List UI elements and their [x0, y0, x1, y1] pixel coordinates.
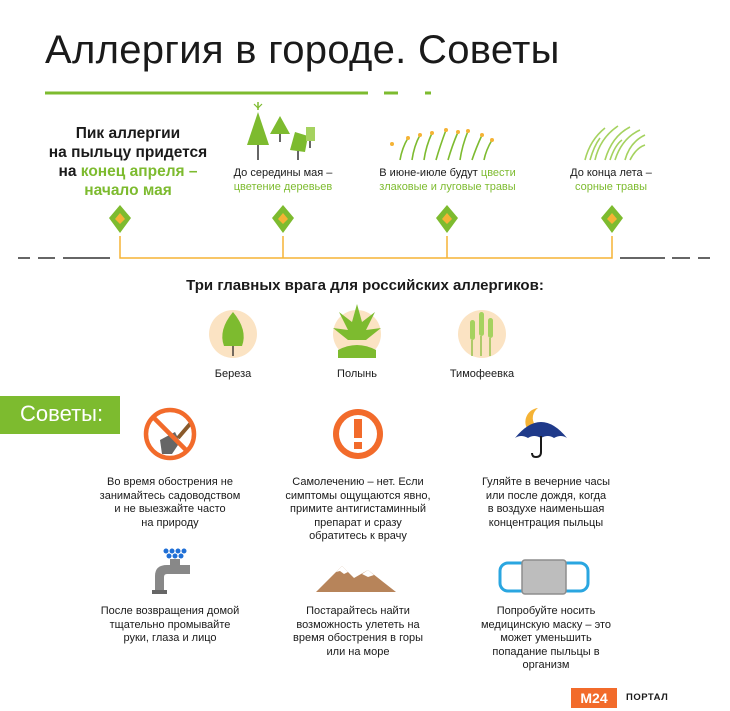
tip-5-line: возможность улететь на: [296, 618, 420, 631]
page-title: Аллергия в городе. Советы: [45, 28, 560, 72]
tip-5-line: время обострения в горы: [292, 632, 423, 644]
stage-grass-line-1-prefix: В июне-июле будут: [379, 167, 478, 179]
mountains-icon: [316, 566, 396, 592]
tip-6-line: организм: [522, 659, 570, 671]
peak-line-1: Пик аллергии: [75, 125, 181, 142]
peak-line-2: на пыльцу придется: [48, 144, 208, 161]
enemy-label-birch: Береза: [214, 368, 252, 380]
warning-icon: [333, 409, 383, 459]
weeds-icon: [585, 126, 645, 160]
stage-trees-line-2: цветение деревьев: [233, 181, 333, 193]
stage-weeds-line-1: До конца лета –: [570, 167, 652, 179]
stage-grass-line-1-highlight: цвести: [480, 167, 516, 179]
tip-1-line: на природу: [141, 516, 199, 529]
tip-6-line: может уменьшить: [500, 632, 592, 644]
peak-line-3: [48, 162, 208, 181]
tip-2-line: препарат и сразу: [314, 516, 402, 529]
no-gardening-icon: [146, 410, 194, 458]
peak-allergy-text: [48, 124, 208, 200]
tip-3-line: Гуляйте в вечерние часы: [481, 476, 611, 488]
wormwood-icon: [333, 304, 381, 358]
trees-icon: [247, 102, 315, 160]
tip-5-text: [273, 605, 443, 659]
meadow-grass-icon: [390, 128, 494, 160]
stage-weeds-text: [546, 166, 676, 194]
medical-mask-icon: [500, 560, 588, 594]
enemy-label-timothy: Тимофеевка: [449, 368, 515, 380]
timeline-marker-2: [272, 205, 294, 233]
tip-4-line: После возвращения домой: [100, 605, 240, 617]
tip-3-line: концентрация пыльцы: [488, 516, 604, 529]
timeline-marker-3: [436, 205, 458, 233]
enemies-title: Три главных врага для российских аллергиков:: [186, 277, 544, 294]
stage-grass-line-2: злаковые и луговые травы: [379, 181, 516, 193]
tip-2-text: [273, 476, 443, 544]
stage-grass-line-1: [360, 166, 535, 180]
water-tap-icon: [152, 549, 190, 595]
tip-4-text: [85, 605, 255, 646]
timothy-grass-icon: [458, 310, 506, 358]
peak-line-3-highlight: конец апреля –: [80, 163, 198, 180]
tip-5-line: или на море: [326, 645, 390, 658]
tip-1-text: [85, 476, 255, 530]
tip-4-line: тщательно промывайте: [109, 618, 231, 631]
timeline-axis: [18, 236, 710, 258]
tip-6-line: попадание пыльцы в: [492, 645, 600, 658]
peak-line-4: начало мая: [84, 182, 172, 199]
tip-6-text: [461, 605, 631, 673]
stage-grass-text: [360, 166, 535, 194]
timeline-marker-4: [601, 205, 623, 233]
tip-3-line: в воздухе наименьшая: [487, 503, 605, 515]
tip-2-line: примите антигистаминный: [290, 503, 426, 515]
m24-logo[interactable]: M24: [571, 688, 617, 708]
portal-label: ПОРТАЛ: [626, 692, 669, 703]
tip-2-line: Самолечению – нет. Если: [292, 476, 424, 488]
tips-badge-label: Советы:: [20, 401, 104, 426]
tip-1-line: и не выезжайте часто: [114, 503, 226, 515]
stage-trees-line-1: До середины мая –: [233, 167, 333, 179]
tip-1-line: занимайтесь садоводством: [99, 489, 241, 502]
tip-3-text: [461, 476, 631, 530]
timeline-marker-1: [109, 205, 131, 233]
stage-trees-text: [213, 166, 353, 194]
tip-6-line: Попробуйте носить: [496, 605, 596, 617]
birch-leaf-icon: [209, 310, 257, 358]
tip-1-line: Во время обострения не: [107, 476, 233, 488]
tip-2-line: симптомы ощущаются явно,: [285, 489, 431, 502]
tip-5-line: Постарайтесь найти: [306, 605, 410, 617]
tip-4-line: руки, глаза и лицо: [123, 632, 217, 644]
umbrella-night-icon: [515, 408, 567, 457]
tip-2-line: обратитесь к врачу: [309, 530, 407, 542]
tip-6-line: медицинскую маску – это: [480, 618, 611, 631]
peak-line-3-prefix: на: [58, 163, 77, 180]
enemy-label-wormwood: Полынь: [337, 368, 377, 380]
tip-3-line: или после дождя, когда: [485, 489, 607, 502]
stage-weeds-line-2: сорные травы: [574, 181, 648, 193]
